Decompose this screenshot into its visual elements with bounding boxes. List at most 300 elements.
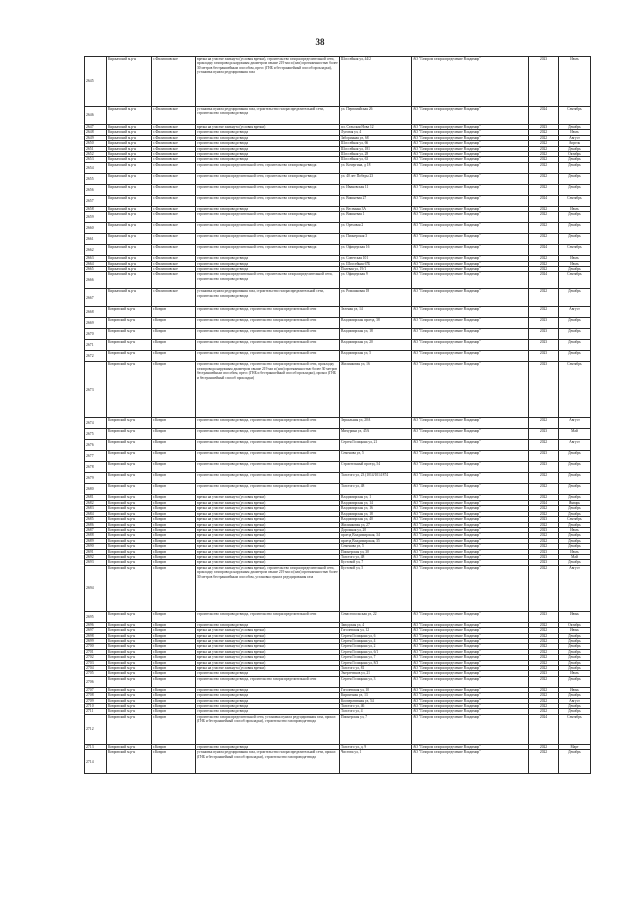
district-cell: Ковровский м.р-н [107,500,152,505]
district-cell: Ковровский м.р-н [107,351,152,362]
year-cell: 2023 [529,611,559,622]
organization-cell: АО "Газпром газораспределение Владимир" [412,560,529,565]
settlement-cell: г.Ковров [152,538,196,543]
work-type-cell: строительство газопровода-ввода [196,157,340,162]
settlement-cell: с.Филипповское [152,223,196,234]
organization-cell: АО "Газпром газораспределение Владимир" [412,744,529,749]
year-cell: 2022 [529,666,559,671]
year-cell: 2023 [529,362,559,418]
work-type-cell: строительство газораспределительной сети, установка пункта редуцирования газа, прокол (ГНБ и бестраншейный способ прокладки), строительство газопровода-ввода [196,714,340,744]
work-type-cell: строительство газопровода-ввода, строительство газораспределительной сети [196,418,340,429]
work-type-cell: строительство газопровода-ввода, строительство газораспределительной сети [196,351,340,362]
settlement-cell: с.Филипповское [152,206,196,211]
table-row [85,611,591,622]
year-cell: 2022 [529,256,559,261]
work-type-cell: строительство газопровода-ввода [196,261,340,266]
district-cell: Киржачский м.р-н [107,234,152,245]
address-cell: ул. Вишневая 27 [340,195,412,206]
address-cell: Гоголевская ул, 10 [340,687,412,692]
year-cell: 2022 [529,212,559,223]
organization-cell: АО "Газпром газораспределение Владимир" [412,223,529,234]
settlement-cell: г.Ковров [152,329,196,340]
settlement-cell: г.Ковров [152,473,196,484]
year-cell: 2022 [529,157,559,162]
row-number-cell: 2674 [85,418,107,429]
organization-cell: АО "Газпром газораспределение Владимир" [412,340,529,351]
organization-cell: АО "Газпром газораспределение Владимир" [412,141,529,146]
district-cell: Ковровский м.р-н [107,473,152,484]
organization-cell: АО "Газпром газораспределение Владимир" [412,256,529,261]
settlement-cell: г.Ковров [152,666,196,671]
work-type-cell: строительство газопровода-ввода, строительство газораспределительной сети [196,440,340,451]
address-cell: ул. 40 лет Победы 23 [340,173,412,184]
organization-cell: АО "Газпром газораспределение Владимир" [412,533,529,538]
row-number-cell: 2696 [85,622,107,627]
year-cell: 2022 [529,234,559,245]
year-cell: 2022 [529,544,559,549]
year-cell: 2023 [529,125,559,130]
work-type-cell: врезка на участке замкнута (условия врезки) [196,554,340,559]
row-number-cell: 2667 [85,289,107,307]
settlement-cell: с.Филипповское [152,289,196,307]
table-row [85,676,591,687]
district-cell: Ковровский м.р-н [107,307,152,318]
district-cell: Ковровский м.р-н [107,666,152,671]
table-row [85,429,591,440]
row-number-cell: 2666 [85,272,107,289]
table-row [85,195,591,206]
work-type-cell: установка пункта редуцирования газа, строительство газораспределительной сети, строительство газопровода-ввода [196,107,340,125]
row-number-cell: 2675 [85,429,107,440]
district-cell: Ковровский м.р-н [107,660,152,665]
table-row [85,473,591,484]
table-row [85,173,591,184]
table-row [85,184,591,195]
address-cell: Толстого ул, 4 [340,709,412,714]
district-cell: Ковровский м.р-н [107,451,152,462]
month-cell: Июль [559,130,591,135]
month-cell: Декабрь [559,340,591,351]
settlement-cell: г.Ковров [152,549,196,554]
table-row [85,351,591,362]
settlement-cell: г.Ковров [152,500,196,505]
year-cell: 2022 [529,622,559,627]
district-cell: Ковровский м.р-н [107,750,152,774]
district-cell: Киржачский м.р-н [107,206,152,211]
month-cell: Декабрь [559,351,591,362]
month-cell: Декабрь [559,162,591,173]
address-cell: Луговая ул, 4 [340,130,412,135]
organization-cell: АО "Газпром газораспределение Владимир" [412,633,529,638]
address-cell: Заводская ул, 4 [340,622,412,627]
work-type-cell: врезка на участке замкнута (условия врезки) [196,538,340,543]
organization-cell: АО "Газпром газораспределение Владимир" [412,517,529,522]
work-type-cell: врезка на участке замкнута (условия врезки) [196,511,340,516]
month-cell: Июнь [559,611,591,622]
address-cell: Шоссейная ул, 63 [340,157,412,162]
year-cell: 2022 [529,655,559,660]
district-cell: Киржачский м.р-н [107,195,152,206]
settlement-cell: с.Филипповское [152,195,196,206]
year-cell: 2023 [529,318,559,329]
settlement-cell: г.Ковров [152,644,196,649]
settlement-cell: г.Ковров [152,318,196,329]
page-number: 38 [315,37,325,47]
table-row [85,107,591,125]
work-type-cell: врезка на участке замкнута (условия врезки) [196,125,340,130]
settlement-cell: г.Ковров [152,560,196,565]
month-cell: Декабрь [559,267,591,272]
address-cell: Пионерская ул, 7 [340,714,412,744]
address-cell: Шоссейная ул, 66 [340,141,412,146]
year-cell: 2022 [529,473,559,484]
month-cell: Декабрь [559,676,591,687]
organization-cell: АО "Газпром газораспределение Владимир" [412,362,529,418]
table-row [85,234,591,245]
month-cell: Декабрь [559,462,591,473]
organization-cell: АО "Газпром газораспределение Владимир" [412,676,529,687]
month-cell: Декабрь [559,484,591,495]
settlement-cell: с.Филипповское [152,267,196,272]
year-cell: 2022 [529,649,559,654]
row-number-cell: 2709 [85,698,107,703]
work-type-cell: строительство газопровода-ввода [196,709,340,714]
year-cell: 2022 [529,660,559,665]
district-cell: Киржачский м.р-н [107,152,152,157]
address-cell: Кооперативная ул, 54 [340,698,412,703]
organization-cell: АО "Газпром газораспределение Владимир" [412,130,529,135]
year-cell: 2022 [529,267,559,272]
settlement-cell: г.Ковров [152,687,196,692]
organization-cell: АО "Газпром газораспределение Владимир" [412,622,529,627]
row-number-cell: 2691 [85,549,107,554]
district-cell: Ковровский м.р-н [107,611,152,622]
work-type-cell: строительство газораспределительной сети, строительство газопровода-ввода [196,234,340,245]
month-cell: Август [559,565,591,611]
work-type-cell: врезка на участке замкнута (условия врезки) [196,500,340,505]
work-type-cell: строительство газопровода-ввода [196,622,340,627]
district-cell: Ковровский м.р-н [107,560,152,565]
address-cell: ул. Офицерская 9 [340,272,412,289]
year-cell: 2022 [529,693,559,698]
year-cell: 2023 [529,57,559,107]
district-cell: Ковровский м.р-н [107,549,152,554]
organization-cell: АО "Газпром газораспределение Владимир" [412,750,529,774]
work-type-cell: строительство газопровода-ввода [196,687,340,692]
year-cell: 2022 [529,440,559,451]
year-cell: 2022 [529,484,559,495]
month-cell: Декабрь [559,709,591,714]
month-cell: Май [559,429,591,440]
row-number-cell: 2698 [85,633,107,638]
year-cell: 2022 [529,130,559,135]
row-number-cell: 2692 [85,554,107,559]
row-number-cell: 2669 [85,318,107,329]
address-cell: ул. Советская 101 [340,256,412,261]
work-type-cell: врезка на участке замкнута (условия врезки) [196,560,340,565]
month-cell: Сентябрь [559,362,591,418]
address-cell: Владимирская ул, 20 [340,340,412,351]
month-cell: Декабрь [559,704,591,709]
work-type-cell: строительство газопровода-ввода [196,698,340,703]
row-number-cell: 2703 [85,660,107,665]
settlement-cell: с.Филипповское [152,173,196,184]
row-number-cell: 2677 [85,451,107,462]
address-cell: ул. Весенняя 3А [340,206,412,211]
work-type-cell: врезка на участке замкнута (условия врезки) [196,533,340,538]
table-row [85,245,591,256]
month-cell: Декабрь [559,533,591,538]
settlement-cell: с.Филипповское [152,57,196,107]
year-cell: 2024 [529,195,559,206]
organization-cell: АО "Газпром газораспределение Владимир" [412,549,529,554]
settlement-cell: с.Филипповское [152,184,196,195]
district-cell: Ковровский м.р-н [107,714,152,744]
address-cell: Чистова ул, 1 [340,750,412,774]
organization-cell: АО "Газпром газораспределение Владимир" [412,644,529,649]
organization-cell: АО "Газпром газораспределение Владимир" [412,206,529,211]
settlement-cell: г.Ковров [152,744,196,749]
row-number-cell: 2689 [85,538,107,543]
month-cell: Декабрь [559,544,591,549]
district-cell: Ковровский м.р-н [107,638,152,643]
settlement-cell: г.Ковров [152,351,196,362]
work-type-cell: врезка на участке замкнута (условия врезки) [196,655,340,660]
organization-cell: АО "Газпром газораспределение Владимир" [412,473,529,484]
organization-cell: АО "Газпром газораспределение Владимир" [412,195,529,206]
year-cell: 2022 [529,184,559,195]
works-table [84,56,591,774]
address-cell: Пионерская ул, 30 [340,549,412,554]
row-number-cell: 2690 [85,544,107,549]
month-cell: Декабрь [559,125,591,130]
table-row [85,462,591,473]
address-cell: Семенова ул, 5 [340,544,412,549]
organization-cell: АО "Газпром газораспределение Владимир" [412,272,529,289]
table-row [85,57,591,107]
year-cell: 2022 [529,633,559,638]
year-cell: 2023 [529,329,559,340]
work-type-cell: строительство газопровода-ввода [196,671,340,676]
address-cell: Жилинковая ул, 16 [340,362,412,418]
month-cell: Июль [559,57,591,107]
organization-cell: АО "Газпром газораспределение Владимир" [412,135,529,140]
year-cell: 2022 [529,146,559,151]
row-number-cell: 2688 [85,533,107,538]
row-number-cell: 2682 [85,500,107,505]
district-cell: Ковровский м.р-н [107,418,152,429]
year-cell: 2024 [529,272,559,289]
settlement-cell: г.Ковров [152,611,196,622]
district-cell: Киржачский м.р-н [107,256,152,261]
organization-cell: АО "Газпром газораспределение Владимир" [412,554,529,559]
settlement-cell: г.Ковров [152,307,196,318]
month-cell: Август [559,307,591,318]
row-number-cell: 2655 [85,173,107,184]
district-cell: Ковровский м.р-н [107,495,152,500]
work-type-cell: врезка на участке замкнута (условия врезки) [196,527,340,532]
organization-cell: АО "Газпром газораспределение Владимир" [412,162,529,173]
district-cell: Ковровский м.р-н [107,440,152,451]
table-row [85,750,591,774]
table-row [85,362,591,418]
district-cell: Ковровский м.р-н [107,429,152,440]
work-type-cell: строительство газораспределительной сети, строительство газопровода-ввода [196,184,340,195]
district-cell: Ковровский м.р-н [107,655,152,660]
address-cell: Толстого ул, 81 [340,666,412,671]
address-cell: Энергетиков ул, 21 [340,671,412,676]
year-cell: 2023 [529,554,559,559]
work-type-cell: врезка на участке замкнута (условия врезки) [196,506,340,511]
settlement-cell: г.Ковров [152,750,196,774]
row-number-cell: 2660 [85,223,107,234]
row-number-cell: 2652 [85,152,107,157]
month-cell: Декабрь [559,666,591,671]
row-number-cell: 2700 [85,644,107,649]
month-cell: Декабрь [559,329,591,340]
table-row [85,440,591,451]
row-number-cell: 2684 [85,511,107,516]
month-cell: Декабрь [559,212,591,223]
district-cell: Ковровский м.р-н [107,538,152,543]
address-cell: Зеленая ул, 14 [340,307,412,318]
address-cell: Сергея Голицына ул, 4 [340,638,412,643]
work-type-cell: врезка на участке замкнута (условия врезки) [196,660,340,665]
settlement-cell: г.Ковров [152,506,196,511]
address-cell: ул. Ивановская 11 [340,184,412,195]
month-cell: Январь [559,500,591,505]
address-cell: Шоссейная ул, 44/2 [340,57,412,107]
table-row [85,329,591,340]
work-type-cell: строительство газораспределительной сети, строительство газопровода-ввода [196,173,340,184]
row-number-cell: 2686 [85,522,107,527]
district-cell: Ковровский м.р-н [107,329,152,340]
organization-cell: АО "Газпром газораспределение Владимир" [412,611,529,622]
work-type-cell: установка пункта редуцирования газа, строительство газораспределительной сети, строительство газопровода-ввода [196,289,340,307]
address-cell: ул. Пионерская 3 [340,234,412,245]
year-cell: 2022 [529,307,559,318]
organization-cell: АО "Газпром газораспределение Владимир" [412,484,529,495]
organization-cell: АО "Газпром газораспределение Владимир" [412,714,529,744]
year-cell: 2024 [529,245,559,256]
month-cell: Июнь [559,687,591,692]
row-number-cell: 2713 [85,744,107,749]
organization-cell: АО "Газпром газораспределение Владимир" [412,329,529,340]
organization-cell: АО "Газпром газораспределение Владимир" [412,451,529,462]
organization-cell: АО "Газпром газораспределение Владимир" [412,146,529,151]
month-cell: Декабрь [559,318,591,329]
work-type-cell: строительство газораспределительной сети, строительство газопровода-ввода [196,223,340,234]
address-cell: Дорожная ул, 20 [340,527,412,532]
organization-cell: АО "Газпром газораспределение Владимир" [412,666,529,671]
settlement-cell: с.Филипповское [152,146,196,151]
work-type-cell: строительство газораспределительной сети, строительство газопровода-ввода [196,162,340,173]
settlement-cell: г.Ковров [152,484,196,495]
work-type-cell: строительство газопровода-ввода, строительство газораспределительной сети [196,329,340,340]
year-cell: 2022 [529,709,559,714]
address-cell: Сергея Голицына ул, 7 [340,655,412,660]
month-cell: Июль [559,261,591,266]
settlement-cell: с.Филипповское [152,245,196,256]
work-type-cell: строительство газопровода-ввода, строительство газораспределительной сети [196,451,340,462]
settlement-cell: с.Филипповское [152,256,196,261]
work-type-cell: строительство газопровода-ввода [196,152,340,157]
row-number-cell: 2697 [85,628,107,633]
organization-cell: АО "Газпром газораспределение Владимир" [412,152,529,157]
year-cell: 2022 [529,495,559,500]
work-type-cell: врезка на участке замкнута (условия врезки) [196,522,340,527]
settlement-cell: г.Ковров [152,698,196,703]
district-cell: Ковровский м.р-н [107,622,152,627]
settlement-cell: г.Ковров [152,714,196,744]
district-cell: Киржачский м.р-н [107,135,152,140]
month-cell: Апрель [559,141,591,146]
month-cell: Декабрь [559,649,591,654]
month-cell: Декабрь [559,157,591,162]
settlement-cell: г.Ковров [152,429,196,440]
year-cell: 2022 [529,538,559,543]
work-type-cell: строительство газопровода-ввода [196,693,340,698]
district-cell: Ковровский м.р-н [107,340,152,351]
organization-cell: АО "Газпром газораспределение Владимир" [412,289,529,307]
table-row [85,212,591,223]
settlement-cell: г.Ковров [152,362,196,418]
work-type-cell: врезка на участке замкнута (условия врезки), строительство газораспределительной сети, прокладку газопровода наружным диаметром свыше 219 мм и (или) протяженностью более 30 метров бестраншейным способом, пресс (ГНБ и бестраншейный способ прокладки), установка пункта редуцирования газа [196,57,340,107]
row-number-cell: 2680 [85,484,107,495]
year-cell: 2023 [529,549,559,554]
settlement-cell: г.Ковров [152,622,196,627]
work-type-cell: врезка на участке замкнута (условия врезки) [196,628,340,633]
address-cell: Толстого ул, 23 (1014/1014 874 [340,473,412,484]
settlement-cell: с.Филипповское [152,141,196,146]
settlement-cell: г.Ковров [152,527,196,532]
row-number-cell: 2673 [85,362,107,418]
month-cell: Декабрь [559,750,591,774]
row-number-cell: 2647 [85,125,107,130]
year-cell: 2022 [529,750,559,774]
district-cell: Киржачский м.р-н [107,272,152,289]
month-cell: Июль [559,206,591,211]
district-cell: Киржачский м.р-н [107,267,152,272]
organization-cell: АО "Газпром газораспределение Владимир" [412,495,529,500]
month-cell: Сентябрь [559,517,591,522]
table-row [85,318,591,329]
row-number-cell: 2708 [85,693,107,698]
month-cell: Декабрь [559,451,591,462]
month-cell: Декабрь [559,223,591,234]
district-cell: Киржачский м.р-н [107,223,152,234]
row-number-cell: 2679 [85,473,107,484]
work-type-cell: строительство газопровода-ввода, строительство газораспределительной сети [196,473,340,484]
district-cell: Ковровский м.р-н [107,533,152,538]
address-cell: Сергея Голицына ул, 3 [340,676,412,687]
year-cell: 2022 [529,638,559,643]
month-cell: Декабрь [559,473,591,484]
district-cell: Киржачский м.р-н [107,157,152,162]
settlement-cell: г.Ковров [152,633,196,638]
month-cell: Сентябрь [559,272,591,289]
work-type-cell: врезка на участке замкнута (условия врезки) [196,644,340,649]
month-cell: Сентябрь [559,107,591,125]
row-number-cell: 2705 [85,671,107,676]
organization-cell: АО "Газпром газораспределение Владимир" [412,245,529,256]
organization-cell: АО "Газпром газораспределение Владимир" [412,671,529,676]
table-row [85,272,591,289]
address-cell: Владимирская проезд, 38 [340,318,412,329]
district-cell: Ковровский м.р-н [107,522,152,527]
district-cell: Киржачский м.р-н [107,162,152,173]
row-number-cell: 2663 [85,256,107,261]
